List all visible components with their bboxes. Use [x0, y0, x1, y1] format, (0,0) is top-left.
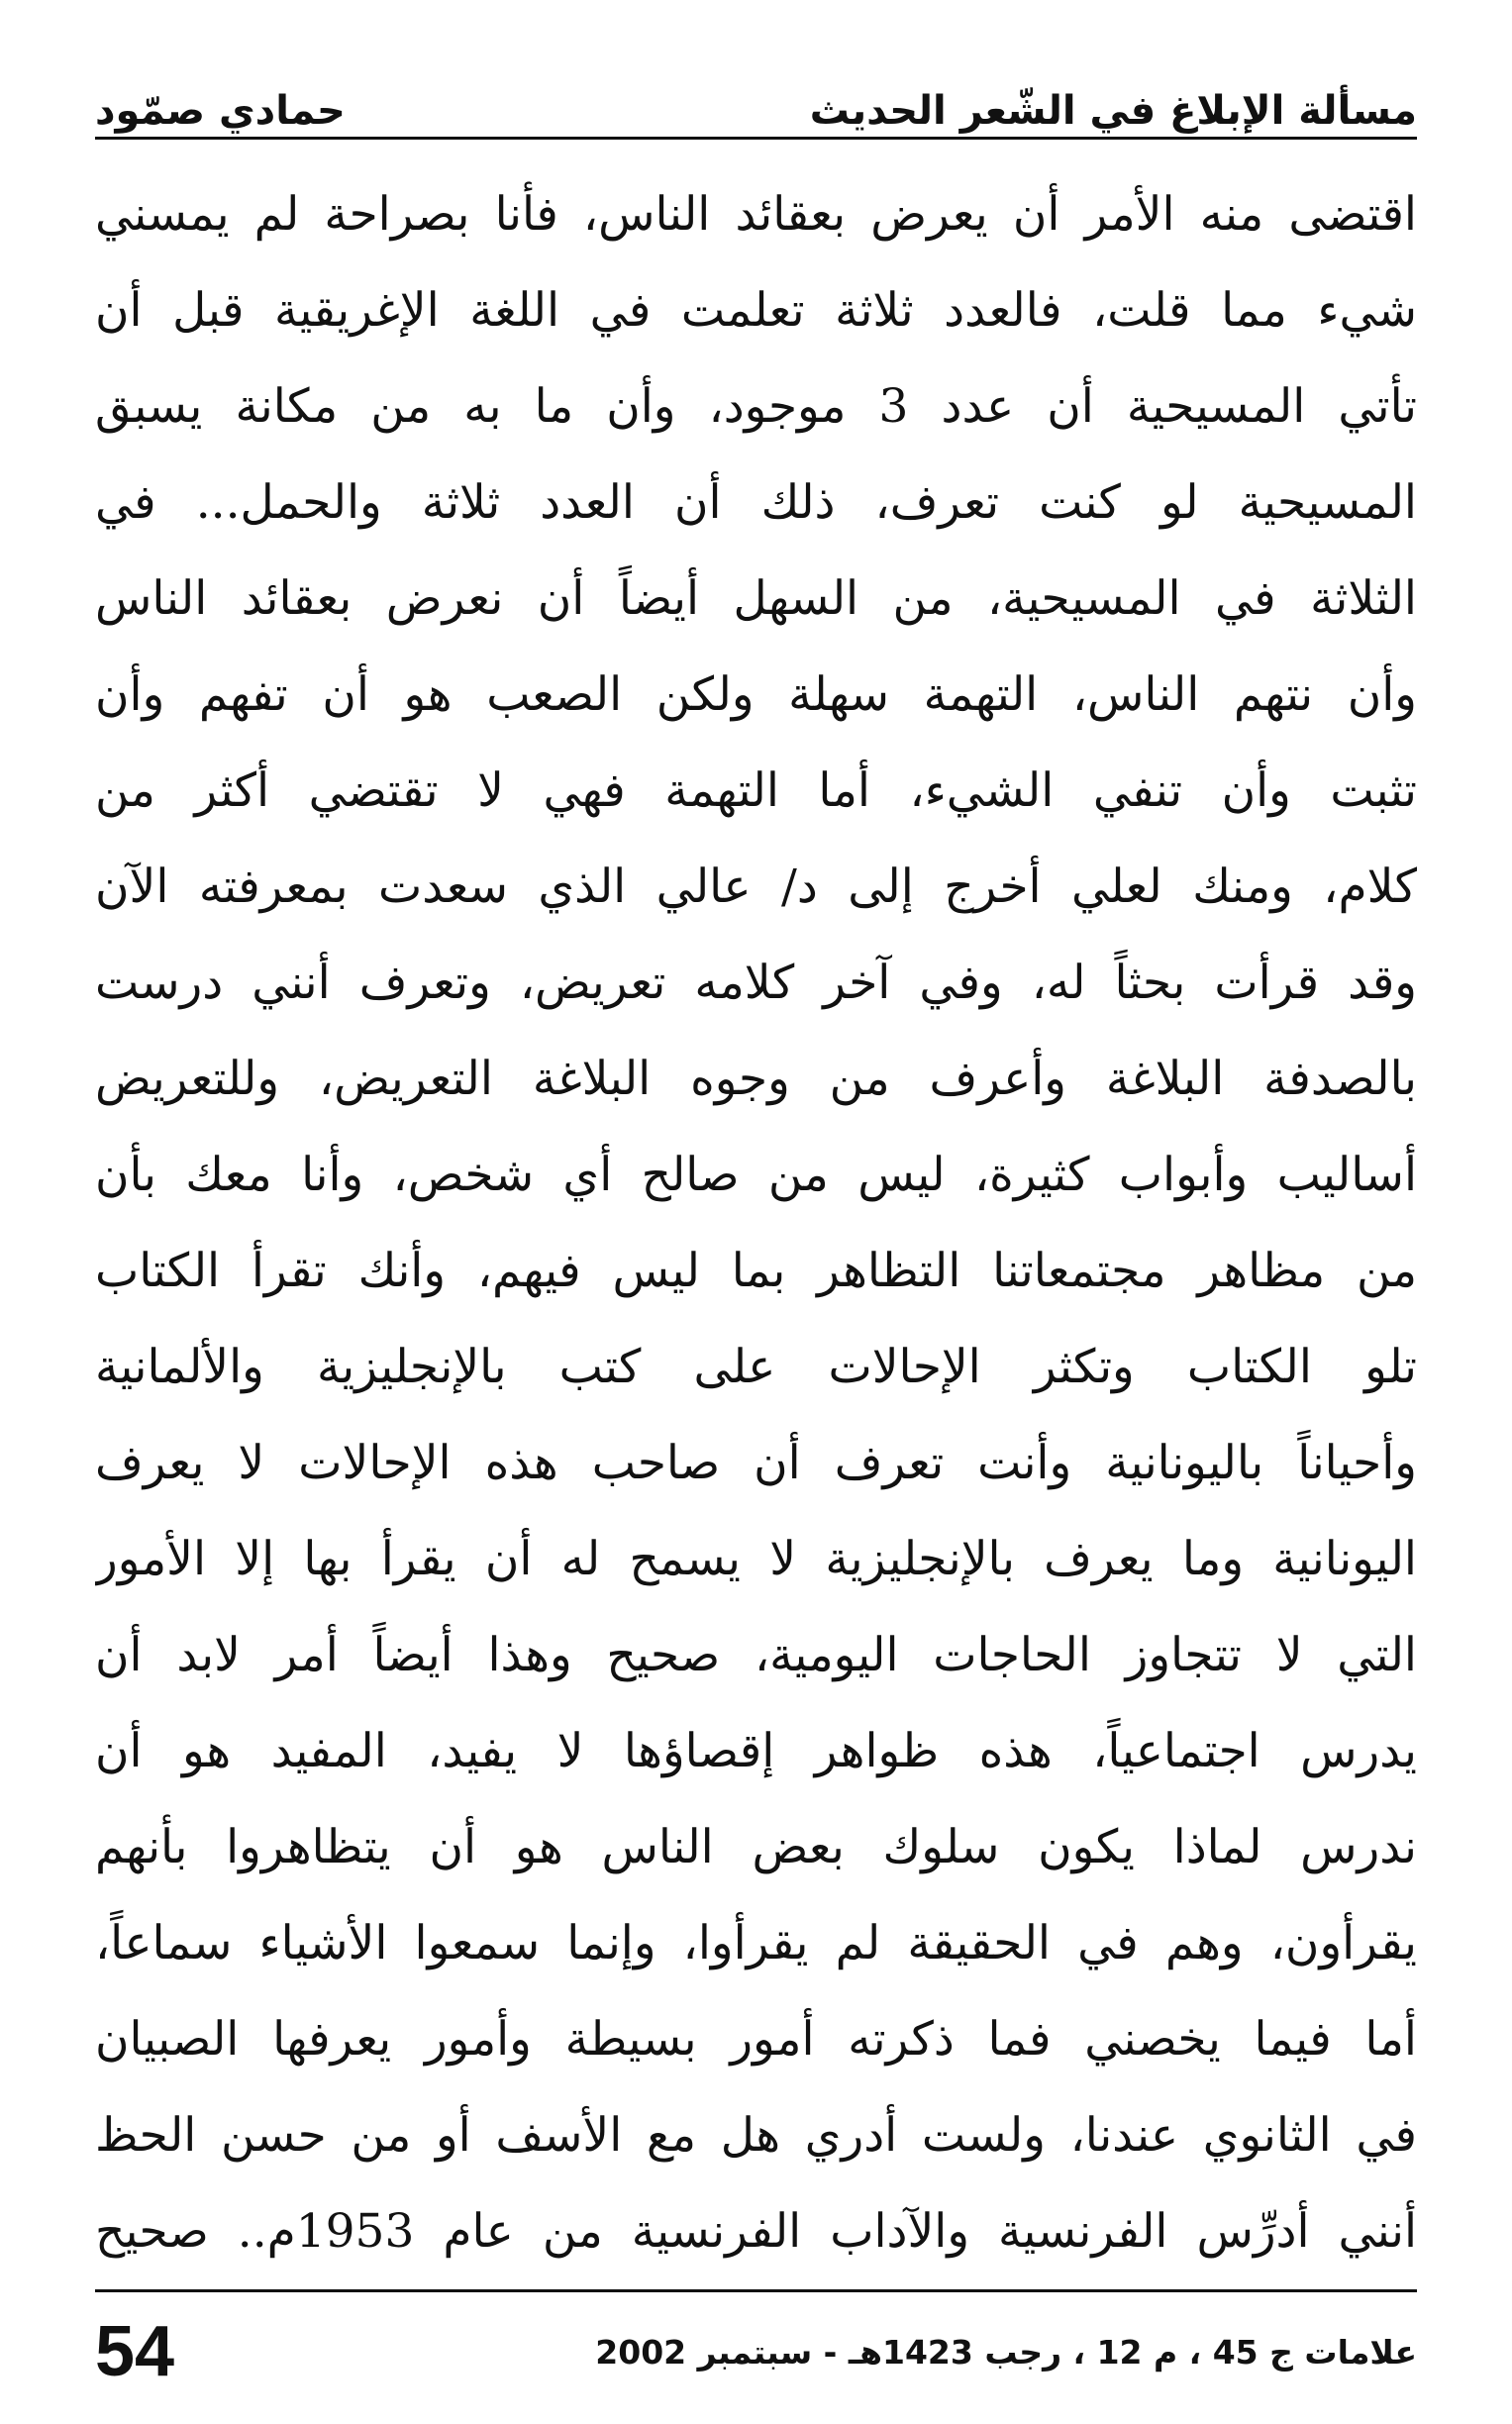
- text-line: ندرس لماذا يكون سلوك بعض الناس هو أن يتظاهروا بأنهم: [95, 1820, 1417, 1874]
- text-line: يدرس اجتماعياً، هذه ظواهر إقصاؤها لا يفيد، المفيد هو أن: [95, 1724, 1417, 1778]
- header-rule: [95, 137, 1417, 140]
- text-line: أما فيما يخصني فما ذكرته أمور بسيطة وأمور يعرفها الصبيان: [95, 2012, 1417, 2067]
- text-line: بالصدفة البلاغة وأعرف من وجوه البلاغة التعريض، وللتعريض: [95, 1052, 1417, 1106]
- text-line: كلام، ومنك لعلي أخرج إلى د/ عالي الذي سعدت بمعرفته الآن: [95, 859, 1417, 914]
- page-number: 54: [95, 2312, 175, 2391]
- text-line: المسيحية لو كنت تعرف، ذلك أن العدد ثلاثة والحمل... في: [95, 475, 1417, 530]
- text-line: اليونانية وما يعرف بالإنجليزية لا يسمح له أن يقرأ بها إلا الأمور: [95, 1532, 1417, 1586]
- text-line: في الثانوي عندنا، ولست أدري هل مع الأسف أو من حسن الحظ: [95, 2108, 1417, 2163]
- text-line: وقد قرأت بحثاً له، وفي آخر كلامه تعريض، وتعرف أنني درست: [95, 956, 1417, 1010]
- text-line: تأتي المسيحية أن عدد 3 موجود، وأن ما به من مكانة يسبق: [95, 379, 1417, 434]
- text-line: يقرأون، وهم في الحقيقة لم يقرأوا، وإنما سمعوا الأشياء سماعاً،: [95, 1916, 1417, 1970]
- text-line: أساليب وأبواب كثيرة، ليس من صالح أي شخص، وأنا معك بأن: [95, 1148, 1417, 1202]
- running-head-title: مسألة الإبلاغ في الشّعر الحديث: [809, 88, 1417, 134]
- text-line: أنني أدرِّس الفرنسية والآداب الفرنسية من عام 1953م.. صحيح: [95, 2204, 1417, 2259]
- text-line: تلو الكتاب وتكثر الإحالات على كتب بالإنجليزية والألمانية: [95, 1340, 1417, 1394]
- text-line: الثلاثة في المسيحية، من السهل أيضاً أن نعرض بعقائد الناس: [95, 571, 1417, 626]
- journal-info: علامات ج 45 ، م 12 ، رجب 1423هـ - سبتمبر 2002: [595, 2332, 1417, 2372]
- footer-rule: [95, 2289, 1417, 2292]
- text-line: التي لا تتجاوز الحاجات اليومية، صحيح وهذا أيضاً أمر لابد أن: [95, 1628, 1417, 1682]
- text-line: شيء مما قلت، فالعدد ثلاثة تعلمت في اللغة الإغريقية قبل أن: [95, 283, 1417, 338]
- text-line: وأحياناً باليونانية وأنت تعرف أن صاحب هذه الإحالات لا يعرف: [95, 1436, 1417, 1490]
- text-line: وأن نتهم الناس، التهمة سهلة ولكن الصعب هو أن تفهم وأن: [95, 667, 1417, 722]
- running-head: [95, 51, 1417, 134]
- page-footer: [95, 2307, 1417, 2396]
- running-head-author: حمادي صمّود: [95, 88, 346, 134]
- body-text: [95, 166, 1417, 2279]
- text-line: تثبت وأن تنفي الشيء، أما التهمة فهي لا تقتضي أكثر من: [95, 763, 1417, 818]
- text-line: من مظاهر مجتمعاتنا التظاهر بما ليس فيهم، وأنك تقرأ الكتاب: [95, 1244, 1417, 1298]
- text-line: اقتضى منه الأمر أن يعرض بعقائد الناس، فأنا بصراحة لم يمسني: [95, 187, 1417, 242]
